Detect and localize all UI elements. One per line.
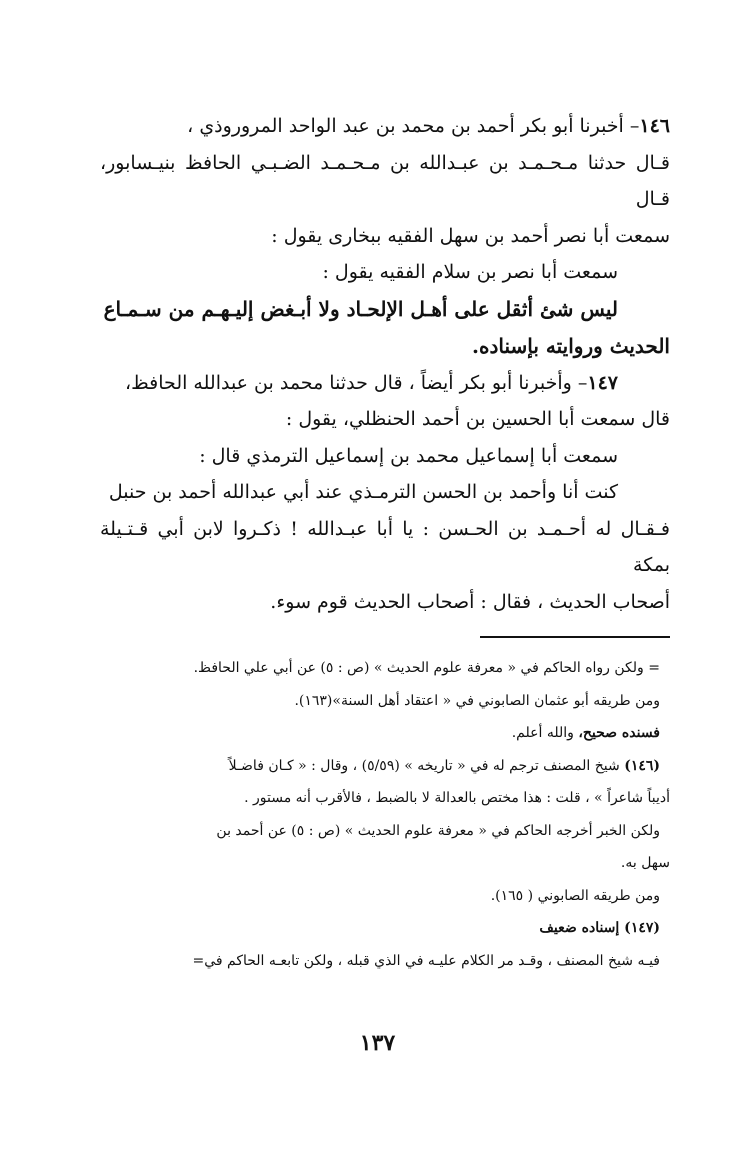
paragraph-147-line-1: ١٤٧– وأخبرنا أبو بكر أيضاً ، قال حدثنا محمد بن عبدالله الحافظ،	[125, 371, 618, 394]
paragraph-146-line-1: ١٤٦– أخبرنا أبو بكر أحمد بن محمد بن عبد الواحد المروروذي ،	[187, 115, 670, 137]
footnote-line: (١٤٦) شيخ المصنف ترجم له في « تاريخه » (٥/٥٩) ، وقال : « كـان فاضـلاً	[228, 757, 660, 774]
hadith-number: ١٤٦	[639, 115, 670, 137]
book-page	[100, 108, 670, 977]
footnote-line: ومن طريقه الصابوني ( ١٦٥).	[490, 887, 660, 904]
footnotes	[100, 652, 670, 977]
footnote-line: سهل به.	[620, 855, 670, 871]
footnote-line: = ولكن رواه الحاكم في « معرفة علوم الحديث » (ص : ٥) عن أبي علي الحافظ.	[193, 660, 660, 676]
main-text	[100, 108, 670, 620]
page-number: ١٣٧	[359, 1030, 396, 1056]
text-line: أصحاب الحديث ، فقال : أصحاب الحديث قوم سوء.	[270, 590, 670, 613]
text-line: سمعت أبا نصر بن سلام الفقيه يقول :	[322, 261, 618, 283]
footnote-divider	[480, 636, 670, 638]
footnote-heading: (١٤٧) إسناده ضعيف	[539, 920, 660, 936]
text-line: كنت أنا وأحمد بن الحسن الترمـذي عند أبي عبدالله أحمد بن حنبل	[108, 481, 618, 503]
quote-line: ليس شئ أثقل على أهـل الإلحـاد ولا أبـغض إليـهـم من سـمـاع	[103, 296, 618, 321]
hadith-number: ١٤٧	[587, 371, 618, 394]
footnote-line: فسنده صحيح، والله أعلم.	[511, 725, 660, 741]
text-line: قال سمعت أبا الحسين بن أحمد الحنظلي، يقول :	[285, 408, 670, 430]
text-line: سمعت أبا نصر أحمد بن سهل الفقيه ببخارى يقول :	[271, 224, 670, 247]
footnote-line: أديباً شاعراً » ، قلت : هذا مختص بالعدالة لا بالضبط ، فالأقرب أنه مستور .	[244, 790, 670, 806]
text-line: قـال حدثنا مـحـمـد بن عبـدالله بن مـحـمـد الضـبـي الحافظ بنيـسابور، قـال	[100, 151, 670, 210]
text-line: سمعت أبا إسماعيل محمد بن إسماعيل الترمذي قال :	[199, 444, 618, 467]
quote-line: الحديث وروايته بإسناده.	[472, 333, 670, 358]
footnote-line: فيـه شيخ المصنف ، وقـد مر الكلام عليـه في الذي قبله ، ولكن تابعـه الحاكم في=	[192, 952, 660, 969]
footnote-line: ومن طريقه أبو عثمان الصابوني في « اعتقاد أهل السنة»(١٦٣).	[294, 692, 660, 709]
text-line: فـقـال له أحـمـد بن الحـسن : يا أبا عبـدالله ! ذكـروا لابن أبي قـتـيلة بمكة	[100, 517, 670, 576]
footnote-line: ولكن الخبر أخرجه الحاكم في « معرفة علوم الحديث » (ص : ٥) عن أحمد بن	[216, 822, 660, 839]
